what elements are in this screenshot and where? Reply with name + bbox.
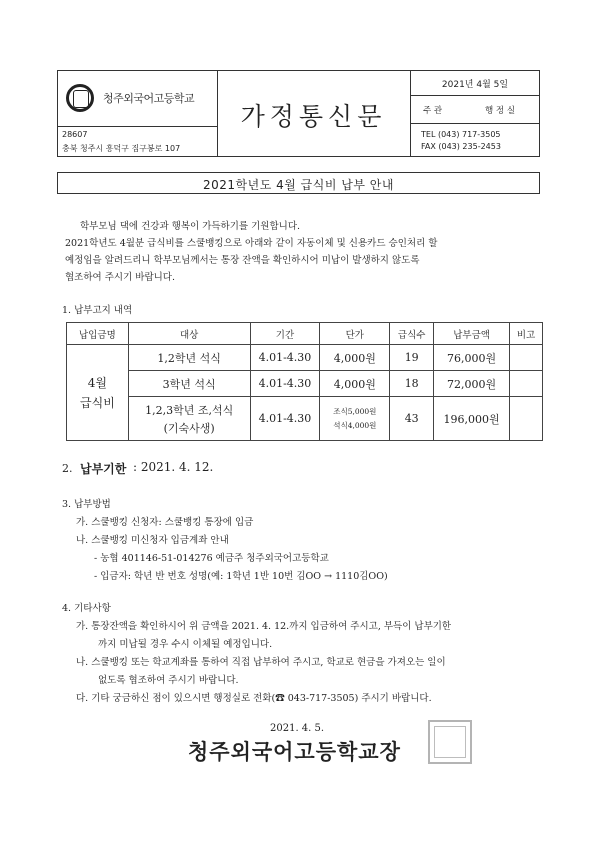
etc-item: 없도록 협조하여 주시기 바랍니다.: [98, 675, 239, 686]
item-name: 4월: [87, 376, 108, 390]
tel: TEL (043) 717-3505: [421, 130, 501, 139]
note-cell: [510, 397, 543, 441]
section-heading: 납부기한: [80, 462, 127, 476]
section-heading: 4. 기타사항: [62, 603, 111, 614]
period-cell: 4.01-4.30: [250, 371, 320, 397]
target-cell: [128, 397, 250, 441]
subject-box: [57, 172, 540, 194]
method-item: 가. 스쿨뱅킹 신청자: 스쿨뱅킹 통장에 입금: [76, 517, 254, 528]
note-cell: [510, 371, 543, 397]
column-header: 비고: [510, 323, 543, 345]
depositor-info: - 입금자: 학년 반 번호 성명(예: 1학년 1반 10번 김OO → 1110김OO): [94, 571, 388, 582]
column-header: 대상: [128, 323, 250, 345]
etc-item: 가. 통장잔액을 확인하시어 위 금액을 2021. 4. 12.까지 입금하여 주시고, 부득이 납부기한: [76, 621, 452, 632]
target-cell: 3학년 석식: [128, 371, 250, 397]
column-header: 기간: [250, 323, 320, 345]
price-cell: 4,000원: [320, 371, 390, 397]
account-info: - 농협 401146-51-014276 예금주 청주외국어고등학교: [94, 553, 329, 564]
table-row: [67, 397, 543, 441]
intro-line: 예정임을 알려드리니 학부모님께서는 통장 잔액을 확인하시어 미납이 발생하지 않도록: [65, 255, 420, 266]
column-header: 단가: [320, 323, 390, 345]
column-header: 급식수: [390, 323, 434, 345]
item-name-cell: [67, 345, 129, 441]
date-cell: [410, 70, 540, 96]
price-cell: 4,000원: [320, 345, 390, 371]
org-value: 행 정 실: [485, 106, 516, 116]
school-logo-inner: [73, 90, 89, 108]
amount-cell: 196,000원: [434, 397, 510, 441]
etc-item: 까지 미납될 경우 수시 이체될 예정입니다.: [98, 639, 273, 650]
count-cell: 43: [390, 397, 434, 441]
section-heading: 3. 납부방법: [62, 499, 111, 510]
period-cell: 4.01-4.30: [250, 345, 320, 371]
address: 충북 청주시 흥덕구 짐구봉로 107: [62, 144, 181, 153]
count-cell: 19: [390, 345, 434, 371]
intro-line: 학부모님 댁에 건강과 행복이 가득하기를 기원합니다.: [80, 221, 301, 232]
target-line: (기숙사생): [163, 421, 215, 435]
method-item: 나. 스쿨뱅킹 미신청자 입금계좌 안내: [76, 535, 229, 546]
amount-cell: 72,000원: [434, 371, 510, 397]
fax: FAX (043) 235-2453: [421, 142, 501, 151]
note-cell: [510, 345, 543, 371]
price-line: 조식5,000원: [333, 407, 377, 416]
official-seal-stamp: [428, 720, 472, 764]
table-header-row: [67, 323, 543, 345]
newsletter-title: 가정통신문: [240, 102, 387, 131]
intro-line: 2021학년도 4월분 급식비를 스쿨뱅킹으로 아래와 같이 자동이체 및 신용카드 승인처리 할: [65, 238, 438, 249]
section-heading: 1. 납부고지 내역: [62, 305, 133, 316]
org-label: 주 관: [423, 106, 443, 116]
amount-cell: 76,000원: [434, 345, 510, 371]
footer-date: 2021. 4. 5.: [270, 723, 325, 734]
deadline-value: : 2021. 4. 12.: [133, 460, 214, 474]
count-cell: 18: [390, 371, 434, 397]
period-cell: 4.01-4.30: [250, 397, 320, 441]
table-row: [67, 345, 543, 371]
table-row: [67, 371, 543, 397]
target-cell: 1,2학년 석식: [128, 345, 250, 371]
price-line: 석식4,000원: [333, 421, 377, 430]
intro-line: 협조하여 주시기 바랍니다.: [65, 272, 176, 283]
price-cell: [320, 397, 390, 441]
column-header: 납입금명: [67, 323, 129, 345]
principal-signature: 청주외국어고등학교장: [188, 740, 401, 764]
etc-item: 나. 스쿨뱅킹 또는 학교계좌를 통하여 직접 납부하여 주시고, 학교로 현금을 가져오는 일이: [76, 657, 446, 668]
etc-item: 다. 기타 궁금하신 점이 있으시면 행정실로 전화(☎ 043-717-3505) 주시기 바랍니다.: [76, 693, 432, 704]
postal-code: 28607: [62, 130, 88, 139]
section-number: 2.: [62, 462, 73, 475]
fee-table: [66, 322, 543, 441]
target-line: 1,2,3학년 조,석식: [145, 403, 234, 417]
item-name: 급식비: [80, 396, 115, 410]
divider: [57, 126, 217, 127]
column-header: 납부금액: [434, 323, 510, 345]
school-name: 청주외국어고등학교: [103, 92, 195, 105]
issue-date: 2021년 4월 5일: [441, 80, 509, 90]
subject-title: 2021학년도 4월 급식비 납부 안내: [203, 178, 394, 192]
